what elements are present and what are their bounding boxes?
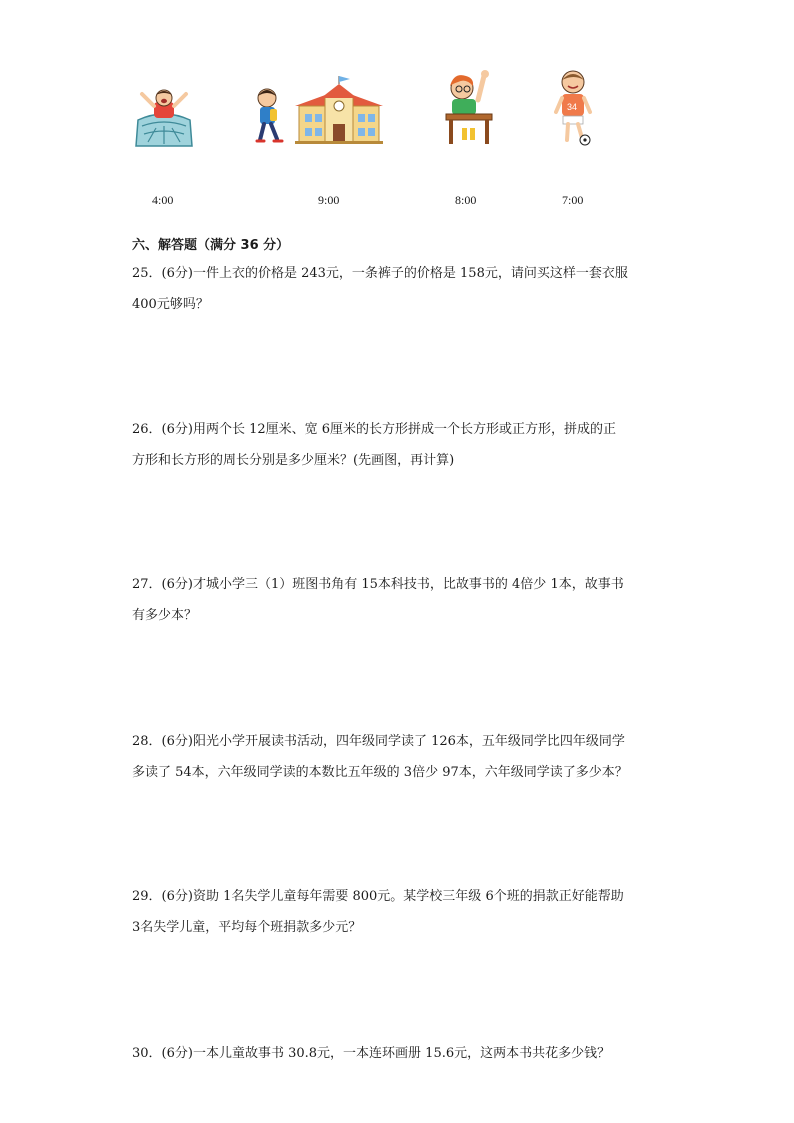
child-raising-hand-at-desk-icon	[444, 68, 494, 146]
question-text: 方形和长方形的周长分别是多少厘米？(先画图，再计算)	[132, 453, 455, 468]
question-text: 29．(6分)资助 1名失学儿童每年需要 800元。某学校三年级 6个班的捐款正好能帮助	[132, 889, 624, 904]
section-title: 六、解答题（满分 36 分）	[132, 238, 290, 253]
question-26	[132, 414, 672, 476]
question-29	[132, 881, 672, 943]
child-going-to-school-icon	[255, 76, 383, 146]
question-text: 多读了 54本，六年级同学读的本数比五年级的 3倍少 97本，六年级同学读了多少本？	[132, 765, 628, 780]
time-label-1: 4:00	[152, 193, 174, 207]
question-text: 30．(6分)一本儿童故事书 30.8元，一本连环画册 15.6元，这两本书共花多少钱？	[132, 1046, 611, 1061]
question-text: 26．(6分)用两个长 12厘米、宽 6厘米的长方形拼成一个长方形或正方形，拼成的正	[132, 422, 617, 437]
question-28	[132, 726, 672, 788]
question-text: 25．(6分)一件上衣的价格是 243元，一条裤子的价格是 158元，请问买这样一套衣服	[132, 266, 628, 281]
question-25	[132, 258, 672, 320]
question-text: 有多少本？	[132, 608, 198, 623]
child-waking-up-in-bed-icon	[134, 86, 194, 148]
svg-text:34: 34	[567, 102, 578, 112]
time-label-3: 8:00	[455, 193, 477, 207]
time-label-4: 7:00	[562, 193, 584, 207]
child-playing-football-icon	[554, 68, 596, 146]
time-label-2: 9:00	[318, 193, 340, 207]
question-text: 3名失学儿童，平均每个班捐款多少元？	[132, 920, 362, 935]
question-30	[132, 1038, 672, 1069]
question-text: 400元够吗？	[132, 297, 209, 312]
question-27	[132, 569, 672, 631]
question-text: 28．(6分)阳光小学开展读书活动，四年级同学读了 126本，五年级同学比四年级同学	[132, 734, 625, 749]
question-text: 27．(6分)才城小学三（1）班图书角有 15本科技书，比故事书的 4倍少 1本，故事书	[132, 577, 624, 592]
